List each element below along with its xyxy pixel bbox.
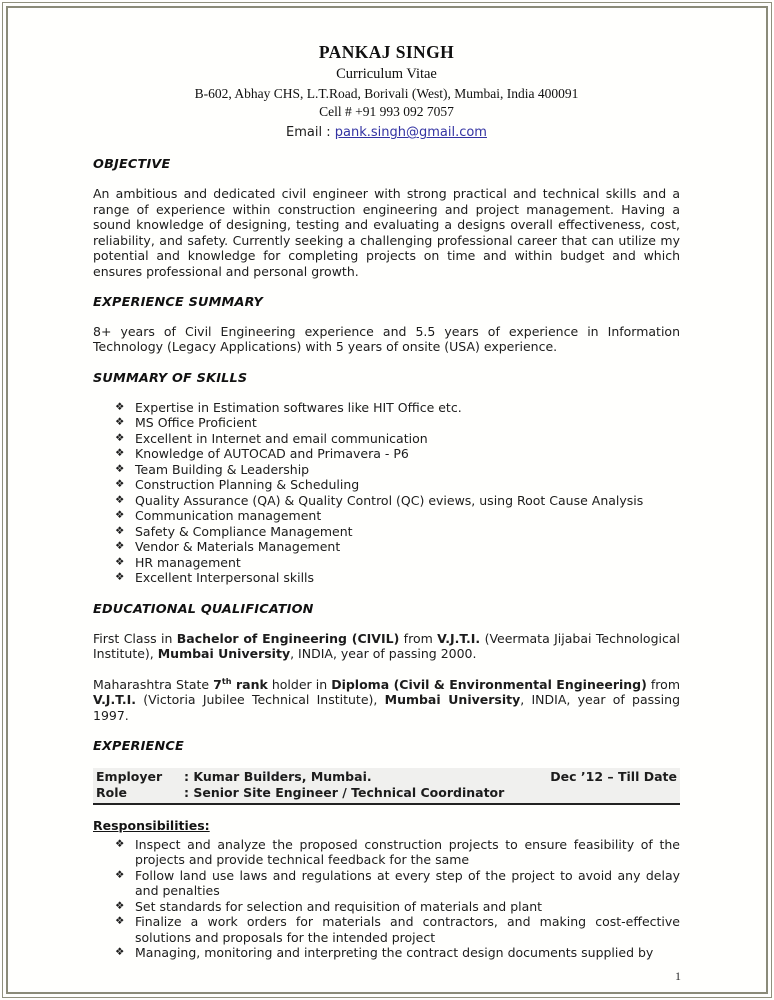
skill-item xyxy=(93,539,680,555)
skill-item xyxy=(93,446,680,462)
skill-text: Excellent Interpersonal skills xyxy=(135,570,315,586)
skill-text: Expertise in Estimation softwares like HIT Office etc. xyxy=(135,399,462,415)
resume-header xyxy=(93,42,680,141)
skill-item xyxy=(93,493,680,509)
responsibilities-list xyxy=(93,837,680,961)
job-header-block xyxy=(93,768,680,805)
skill-item xyxy=(93,400,680,416)
objective-paragraph: An ambitious and dedicated civil engineer with strong practical and technical skills and a range of experience within construction engineering and project management. Having a sound knowledge of designing, testing and evaluating a designs overall effectiveness, cost, reliability, and safety. Currently seeking a challenging professional career that can utilize my potential and knowledge for completing projects on time and within budget and which ensures professional and personal growth. xyxy=(93,186,680,279)
skill-item xyxy=(93,555,680,571)
employer-value: : Kumar Builders, Mumbai. xyxy=(184,769,372,785)
skill-text: Quality Assurance (QA) & Quality Control (QC) eviews, using Root Cause Analysis xyxy=(135,492,644,508)
diamond-bullet-icon: ❖ xyxy=(115,946,125,959)
section-title-experience: EXPERIENCE xyxy=(93,739,184,755)
responsibility-item xyxy=(93,868,680,899)
section-title-experience-summary: EXPERIENCE SUMMARY xyxy=(93,295,263,311)
diamond-bullet-icon: ❖ xyxy=(115,837,125,850)
diamond-bullet-icon: ❖ xyxy=(115,416,125,429)
diamond-bullet-icon: ❖ xyxy=(115,868,125,881)
skill-item xyxy=(93,508,680,524)
address-line: B-602, Abhay CHS, L.T.Road, Borivali (West), Mumbai, India 400091 xyxy=(194,85,579,101)
responsibility-text: Set standards for selection and requisition of materials and plant xyxy=(135,898,543,914)
page-number: 1 xyxy=(675,969,681,983)
skill-text: Vendor & Materials Management xyxy=(135,539,341,555)
role-row xyxy=(96,785,677,801)
skill-text: Excellent in Internet and email communication xyxy=(135,430,428,446)
skill-text: Safety & Compliance Management xyxy=(135,523,353,539)
email-line xyxy=(93,125,680,141)
resume-content xyxy=(93,42,680,976)
responsibility-item xyxy=(93,914,680,945)
diamond-bullet-icon: ❖ xyxy=(115,899,125,912)
diamond-bullet-icon: ❖ xyxy=(115,493,125,506)
responsibility-item xyxy=(93,945,680,961)
skill-text: Knowledge of AUTOCAD and Primavera - P6 xyxy=(135,446,409,462)
email-link[interactable]: pank.singh@gmail.com xyxy=(334,125,487,141)
role-value: : Senior Site Engineer / Technical Coordinator xyxy=(184,784,505,800)
diamond-bullet-icon: ❖ xyxy=(115,915,125,928)
section-title-skills: SUMMARY OF SKILLS xyxy=(93,370,248,386)
responsibility-text: Managing, monitoring and interpreting the contract design documents supplied by xyxy=(135,945,654,961)
diamond-bullet-icon: ❖ xyxy=(115,540,125,553)
employment-dates: Dec ’12 – Till Date xyxy=(550,769,677,785)
skill-text: Communication management xyxy=(135,508,322,524)
employer-row xyxy=(96,769,677,785)
diamond-bullet-icon: ❖ xyxy=(115,431,125,444)
skill-item xyxy=(93,570,680,586)
responsibilities-title: Responsibilities: xyxy=(93,818,210,834)
diamond-bullet-icon: ❖ xyxy=(115,447,125,460)
experience-summary-paragraph: 8+ years of Civil Engineering experience and 5.5 years of experience in Information Technology (Legacy Applications) with 5 years of onsite (USA) experience. xyxy=(93,323,680,355)
education-paragraph-diploma: Maharashtra State 7th rank holder in Diploma (Civil & Environmental Engineering) from V.J.T.I. (Victoria Jubilee Technical Institute), Mumbai University, INDIA, year of passing 1997. xyxy=(93,675,681,723)
skill-text: HR management xyxy=(135,554,241,570)
diamond-bullet-icon: ❖ xyxy=(115,462,125,475)
skill-item xyxy=(93,477,680,493)
diamond-bullet-icon: ❖ xyxy=(115,571,125,584)
education-paragraph-degree: First Class in Bachelor of Engineering (CIVIL) from V.J.T.I. (Veermata Jijabai Technological Institute), Mumbai University, INDIA, year of passing 2000. xyxy=(93,630,680,662)
skill-text: MS Office Proficient xyxy=(135,415,257,431)
role-label: Role xyxy=(96,784,127,800)
skill-text: Team Building & Leadership xyxy=(135,461,310,477)
employer-label: Employer xyxy=(96,769,163,785)
cell-line: Cell # +91 993 092 7057 xyxy=(319,104,454,120)
diamond-bullet-icon: ❖ xyxy=(115,400,125,413)
responsibility-text: Inspect and analyze the proposed construction projects to ensure feasibility of the projects and provide technical feedback for the same xyxy=(135,836,680,868)
skill-item xyxy=(93,462,680,478)
responsibility-text: Follow land use laws and regulations at every step of the project to avoid any delay and penalties xyxy=(135,867,680,899)
diamond-bullet-icon: ❖ xyxy=(115,509,125,522)
responsibility-item xyxy=(93,899,680,915)
skills-list xyxy=(93,400,680,586)
skill-item xyxy=(93,524,680,540)
diamond-bullet-icon: ❖ xyxy=(115,478,125,491)
candidate-name: PANKAJ SINGH xyxy=(318,42,455,62)
skill-item xyxy=(93,415,680,431)
skill-text: Construction Planning & Scheduling xyxy=(135,477,360,493)
diamond-bullet-icon: ❖ xyxy=(115,555,125,568)
section-title-education: EDUCATIONAL QUALIFICATION xyxy=(93,601,314,617)
cv-subtitle: Curriculum Vitae xyxy=(336,65,437,82)
skill-item xyxy=(93,431,680,447)
responsibility-item xyxy=(93,837,680,868)
diamond-bullet-icon: ❖ xyxy=(115,524,125,537)
responsibility-text: Finalize a work orders for materials and contractors, and making cost-effective solutions and proposals for the intended project xyxy=(135,914,680,945)
section-title-objective: OBJECTIVE xyxy=(93,157,171,173)
email-label: Email : xyxy=(286,125,331,141)
